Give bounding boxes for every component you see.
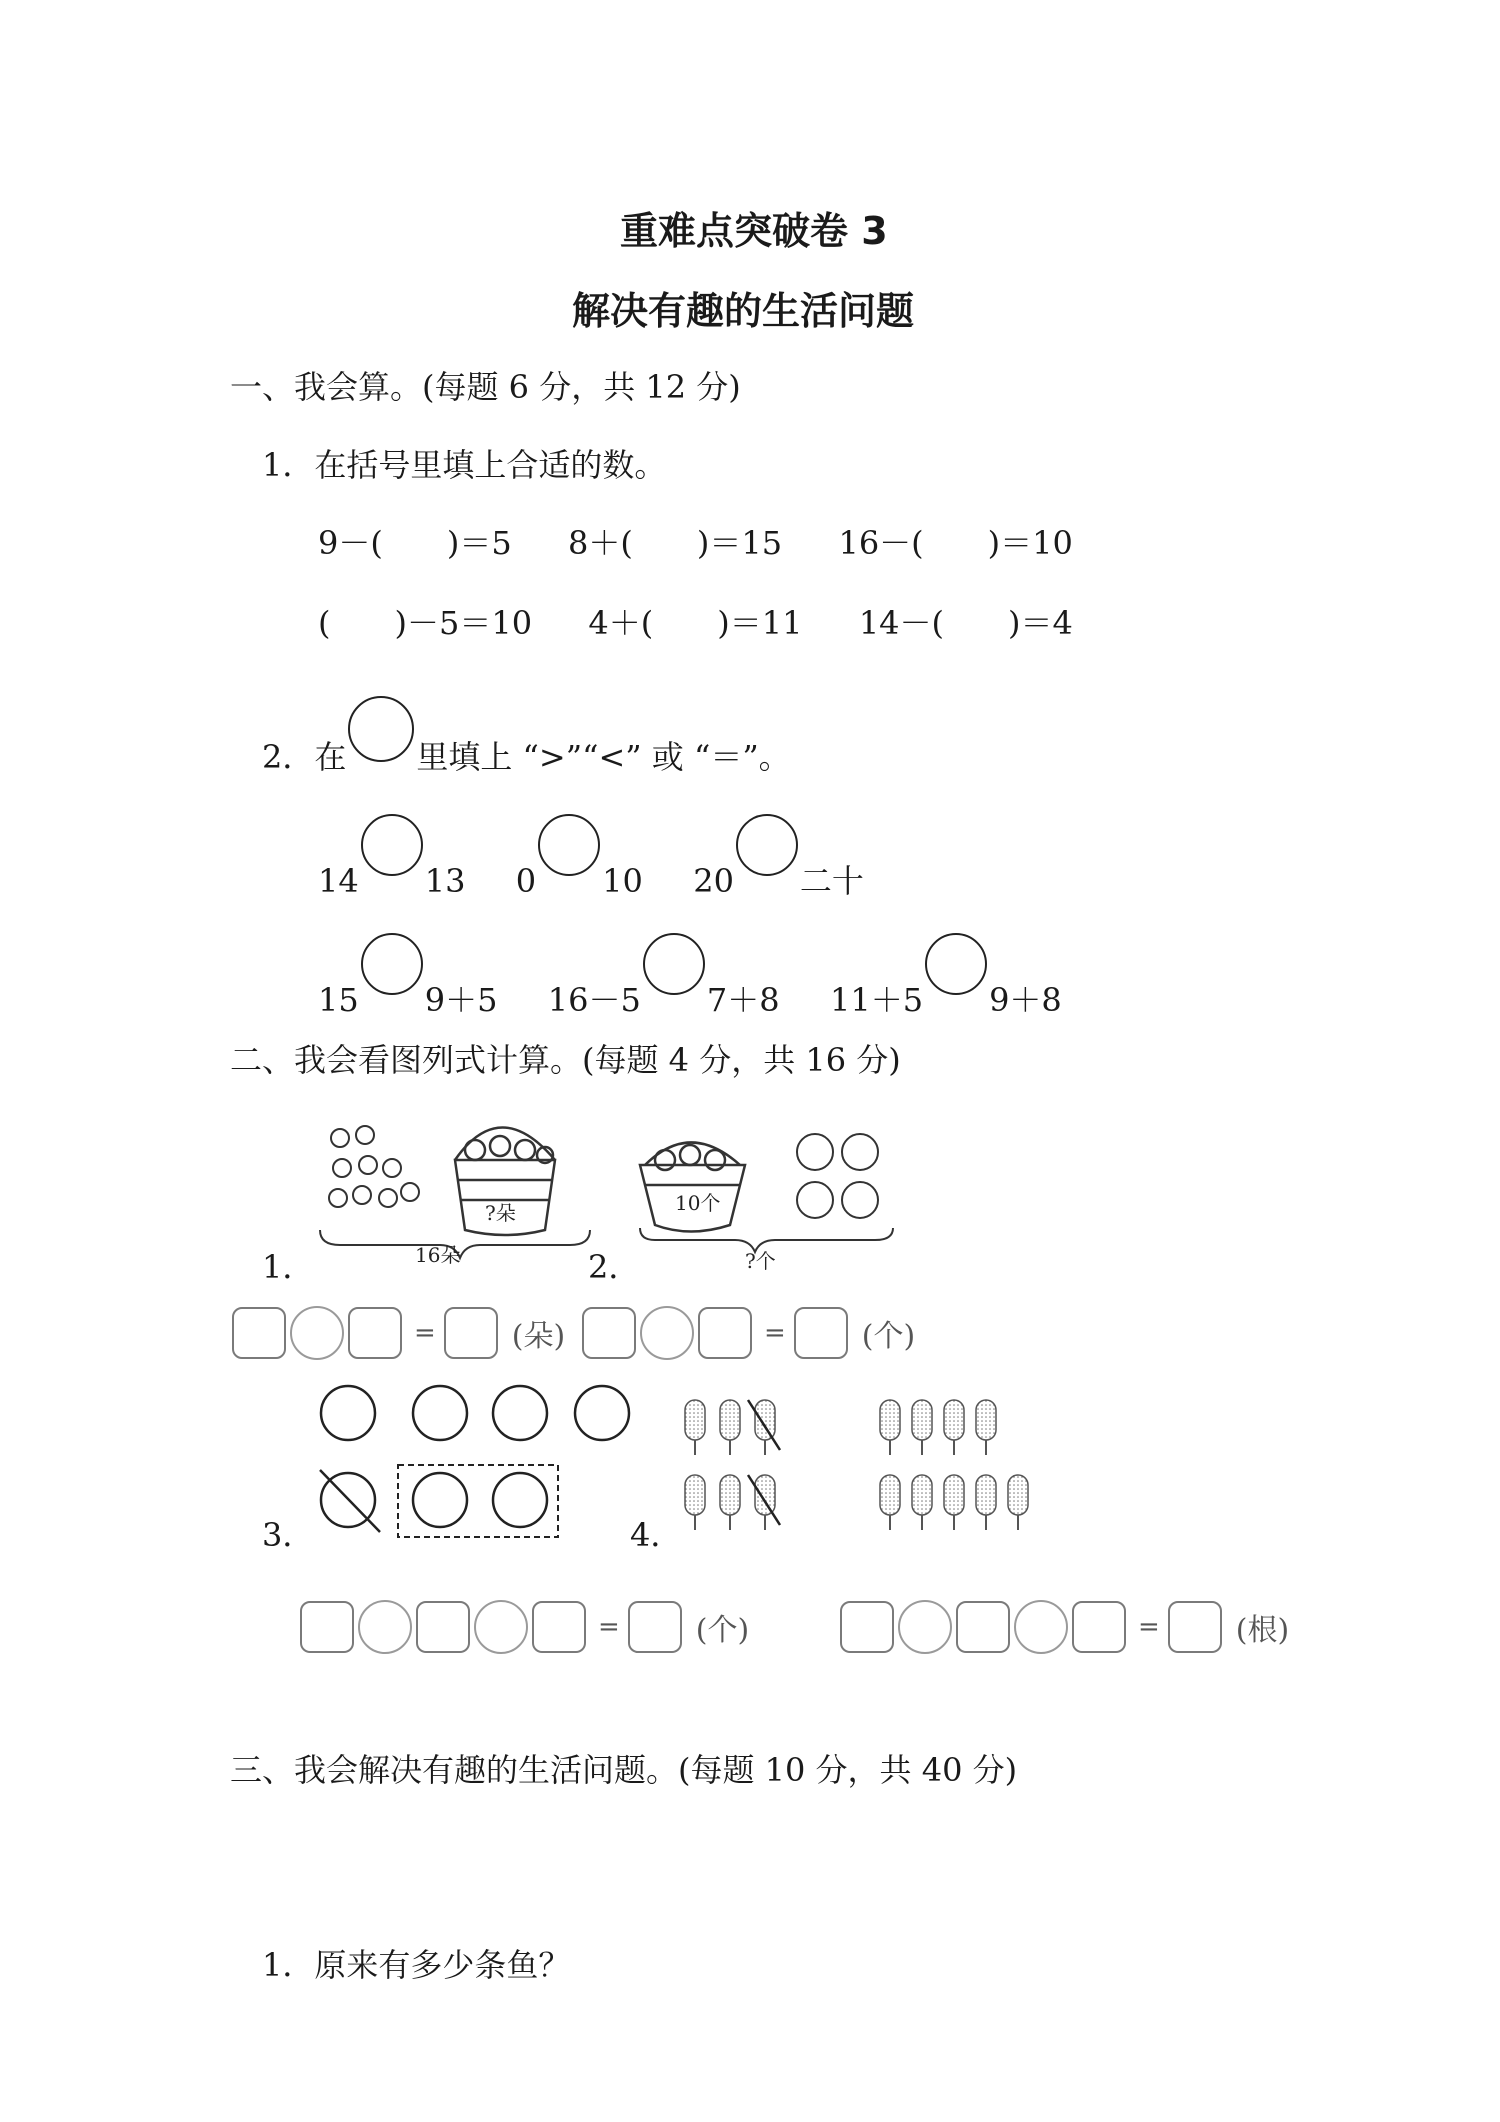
compare-circle[interactable] (736, 814, 798, 876)
circle-icon (575, 1386, 629, 1440)
equals-sign: = (598, 1612, 620, 1642)
apple-icon (797, 1134, 878, 1218)
answer-box[interactable] (1168, 1601, 1222, 1653)
answer-box[interactable] (1072, 1601, 1126, 1653)
basket-label: ?朵 (485, 1201, 516, 1225)
popsicle-icon (944, 1475, 964, 1515)
compare-left: 0 (515, 862, 537, 900)
popsicle-icon (880, 1475, 900, 1515)
total-label: ?个 (745, 1249, 776, 1273)
answer-box[interactable] (582, 1307, 636, 1359)
popsicle-icon (755, 1400, 775, 1440)
circle-icon (413, 1473, 467, 1527)
answer-row-2 (582, 1306, 915, 1360)
equals-sign: = (414, 1318, 436, 1348)
popsicles-illustration (680, 1395, 1080, 1545)
popsicle-icon (912, 1400, 932, 1440)
compare-circle-example (348, 696, 414, 762)
question-3-1: 1．原来有多少条鱼？ (262, 1946, 571, 1984)
page-title: 重难点突破卷 3 (620, 209, 888, 253)
page-subtitle: 解决有趣的生活问题 (572, 289, 915, 333)
popsicle-icon (685, 1400, 705, 1440)
compare-left: 14 (318, 862, 359, 900)
operator-circle[interactable] (474, 1600, 528, 1654)
answer-box[interactable] (232, 1307, 286, 1359)
circle-icon (493, 1473, 547, 1527)
operator-circle[interactable] (1014, 1600, 1068, 1654)
compare-left: 16－5 (547, 981, 641, 1019)
compare-row-2 (318, 955, 1062, 1021)
popsicle-icon (755, 1475, 775, 1515)
compare-right: 二十 (799, 862, 864, 900)
circle-icon (493, 1386, 547, 1440)
answer-row-3 (300, 1600, 749, 1654)
popsicle-icon (720, 1475, 740, 1515)
picture-4-number: 4． (630, 1516, 683, 1554)
circle-icon (321, 1386, 375, 1440)
answer-box[interactable] (300, 1601, 354, 1653)
apples-basket-illustration (635, 1120, 905, 1273)
unit-label: (个) (861, 1319, 916, 1354)
question-1-2 (262, 710, 791, 778)
section-3-heading: 三、我会解决有趣的生活问题。(每题 10 分，共 40 分) (230, 1751, 1018, 1789)
picture-3-number: 3． (262, 1516, 315, 1554)
compare-row-1 (318, 836, 864, 902)
compare-circle[interactable] (361, 933, 423, 995)
unit-label: (根) (1235, 1613, 1290, 1648)
flowers-basket-illustration (310, 1100, 600, 1270)
answer-box[interactable] (628, 1601, 682, 1653)
answer-box[interactable] (444, 1307, 498, 1359)
popsicle-icon (720, 1400, 740, 1440)
answer-box[interactable] (956, 1601, 1010, 1653)
unit-label: (朵) (511, 1319, 566, 1354)
answer-box[interactable] (348, 1307, 402, 1359)
compare-right: 7＋8 (706, 981, 780, 1019)
operator-circle[interactable] (640, 1306, 694, 1360)
popsicle-icon (880, 1400, 900, 1440)
compare-circle[interactable] (538, 814, 600, 876)
answer-box[interactable] (840, 1601, 894, 1653)
compare-circle[interactable] (925, 933, 987, 995)
popsicle-icon (1008, 1475, 1028, 1515)
answer-row-4 (840, 1600, 1289, 1654)
fill-row-1 (318, 518, 1073, 564)
fill-eq: 9－( )＝5 (318, 524, 512, 562)
question-1-1: 1．在括号里填上合适的数。 (262, 446, 667, 484)
compare-circle[interactable] (361, 814, 423, 876)
fill-eq: 16－( )＝10 (838, 524, 1073, 562)
q2-prefix: 2．在 (262, 738, 347, 776)
fill-eq: 14－( )＝4 (858, 604, 1073, 642)
compare-left: 20 (693, 862, 734, 900)
compare-right: 13 (424, 862, 466, 900)
compare-left: 15 (318, 981, 359, 1019)
basket-icon (640, 1143, 745, 1232)
unit-label: (个) (695, 1613, 750, 1648)
circle-icon (413, 1386, 467, 1440)
fill-eq: 4＋( )＝11 (588, 604, 803, 642)
fill-eq: 8＋( )＝15 (568, 524, 783, 562)
operator-circle[interactable] (358, 1600, 412, 1654)
popsicle-icon (944, 1400, 964, 1440)
picture-2-number: 2． (588, 1248, 641, 1286)
popsicle-icon (912, 1475, 932, 1515)
popsicle-icon (976, 1475, 996, 1515)
compare-right: 10 (602, 862, 643, 900)
compare-left: 11＋5 (829, 981, 924, 1019)
basket-label: 10个 (675, 1191, 721, 1215)
fill-row-2 (318, 598, 1073, 644)
answer-box[interactable] (698, 1307, 752, 1359)
equals-sign: = (764, 1318, 786, 1348)
picture-1-number: 1． (262, 1248, 315, 1286)
fill-eq: ( )－5＝10 (318, 604, 533, 642)
q2-suffix: 里填上 “>”“<” 或 “＝”。 (416, 738, 791, 776)
answer-box[interactable] (416, 1601, 470, 1653)
section-2-heading: 二、我会看图列式计算。(每题 4 分，共 16 分) (230, 1041, 901, 1079)
equals-sign: = (1138, 1612, 1160, 1642)
answer-row-1 (232, 1306, 565, 1360)
section-1-heading: 一、我会算。(每题 6 分，共 12 分) (230, 368, 741, 406)
popsicle-icon (976, 1400, 996, 1440)
operator-circle[interactable] (898, 1600, 952, 1654)
answer-box[interactable] (794, 1307, 848, 1359)
popsicle-icon (685, 1475, 705, 1515)
total-label: 16朵 (415, 1243, 461, 1267)
compare-right: 9＋8 (989, 981, 1062, 1019)
operator-circle[interactable] (290, 1306, 344, 1360)
compare-circle[interactable] (643, 933, 705, 995)
circles-illustration (310, 1380, 640, 1560)
compare-right: 9＋5 (424, 981, 498, 1019)
answer-box[interactable] (532, 1601, 586, 1653)
flower-icon (329, 1126, 419, 1207)
